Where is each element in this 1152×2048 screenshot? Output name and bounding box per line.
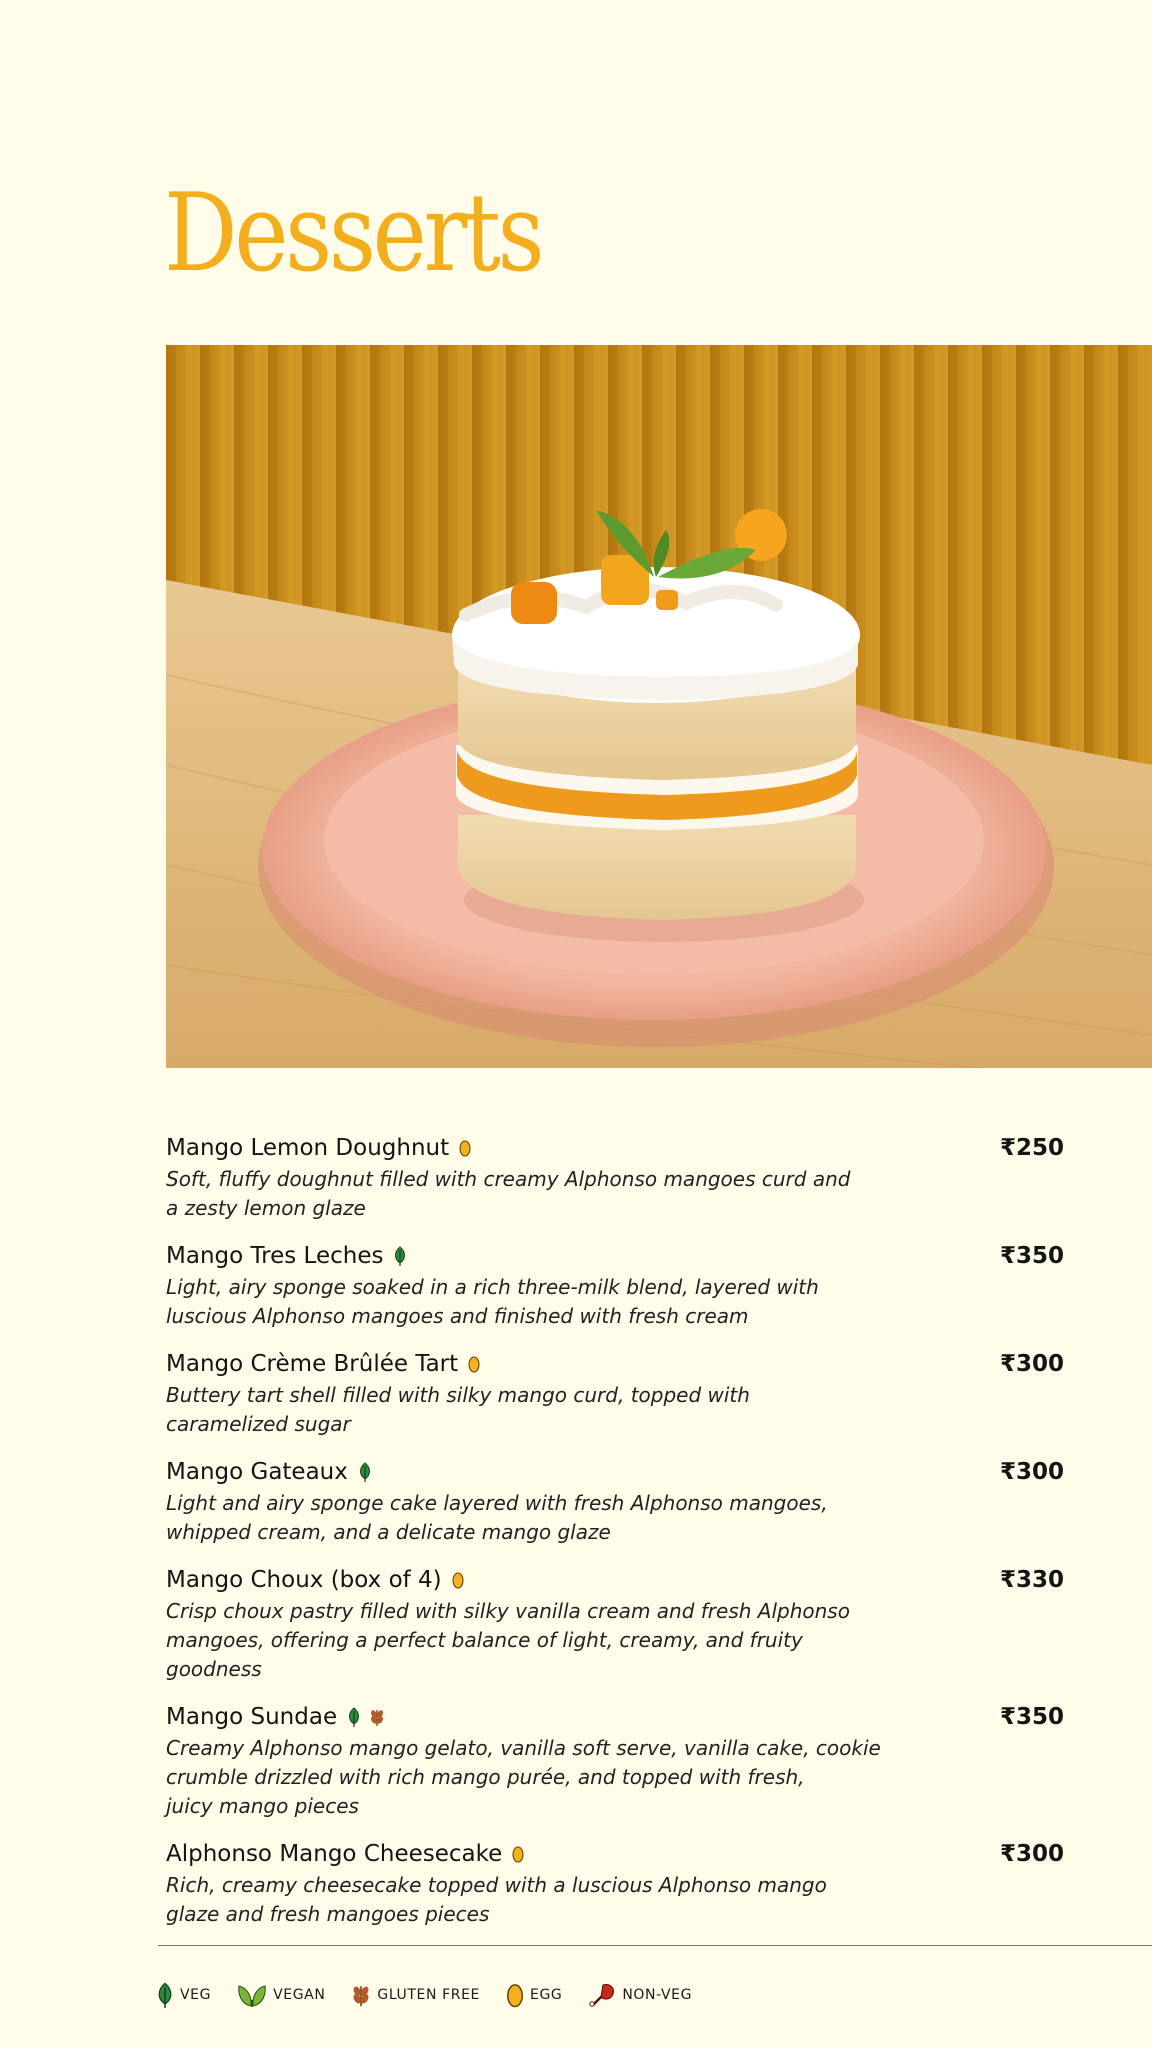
diet-legend [156,1982,692,2008]
menu-item [166,1838,1066,1929]
menu-item [166,1348,1066,1439]
menu-item-price: ₹350 [999,1243,1064,1269]
menu-item-desc-line: a zesty lemon glaze [166,1196,366,1220]
menu-item-desc-line: Buttery tart shell filled with silky mango curd, topped with [166,1383,750,1407]
mango-cake-illustration [166,345,1152,1068]
menu-item-price: ₹350 [999,1704,1064,1730]
veg-leaf-icon [358,1462,372,1482]
legend-label: VEGAN [273,1987,326,2003]
menu-item-desc-line: Rich, creamy cheesecake topped with a luscious Alphonso mango [166,1873,827,1897]
egg-icon [468,1355,480,1373]
legend-item-egg [506,1982,562,2008]
drumstick-icon [588,1982,616,2008]
egg-icon [459,1139,471,1157]
vegan-leaves-icon [237,1982,267,2008]
menu-item-price: ₹300 [999,1459,1064,1485]
legend-label: VEG [180,1987,212,2003]
menu-item-desc-line: Soft, fluffy doughnut filled with creamy Alphonso mangoes curd and [166,1167,851,1191]
menu-item-name: Mango Tres Leches [166,1243,384,1269]
menu-item-name: Alphonso Mango Cheesecake [166,1841,503,1867]
menu-item-price: ₹330 [999,1567,1064,1593]
veg-leaf-icon [156,1982,174,2008]
menu-item-price: ₹300 [999,1351,1064,1377]
menu-item [166,1240,1066,1331]
hero-image [166,345,1152,1068]
menu-item-price: ₹300 [999,1841,1064,1867]
menu-item-desc-line: crumble drizzled with rich mango purée, and topped with fresh, [166,1765,805,1789]
legend-label: GLUTEN FREE [377,1987,480,2003]
menu-list [166,1132,1066,1946]
menu-item [166,1132,1066,1223]
menu-item-desc-line: mangoes, offering a perfect balance of light, creamy, and fruity goodness [166,1628,803,1681]
menu-item [166,1564,1066,1684]
menu-item [166,1701,1066,1821]
menu-item-name: Mango Choux (box of 4) [166,1567,442,1593]
menu-item-desc-line: glaze and fresh mangoes pieces [166,1902,490,1926]
veg-leaf-icon [393,1246,407,1266]
menu-item-name: Mango Gateaux [166,1459,348,1485]
menu-item-name: Mango Lemon Doughnut [166,1135,450,1161]
egg-icon [512,1845,524,1863]
menu-item-name: Mango Crème Brûlée Tart [166,1351,459,1377]
egg-icon [452,1571,464,1589]
menu-item-desc-line: juicy mango pieces [166,1794,359,1818]
menu-item-desc-line: Creamy Alphonso mango gelato, vanilla soft serve, vanilla cake, cookie [166,1736,881,1760]
legend-item-vegan [237,1982,325,2008]
veg-leaf-icon [347,1707,361,1727]
menu-item-desc-line: whipped cream, and a delicate mango glaze [166,1520,611,1544]
legend-item-veg [156,1982,211,2008]
legend-label: NON-VEG [622,1987,693,2003]
footer-divider [158,1945,1152,1946]
legend-label: EGG [530,1987,563,2003]
gluten-free-wheat-icon [369,1707,385,1727]
menu-item-price: ₹250 [999,1135,1064,1161]
gluten-free-wheat-icon [351,1982,371,2008]
legend-item-non-veg [588,1982,692,2008]
menu-item-desc-line: caramelized sugar [166,1412,351,1436]
menu-item-desc-line: Light and airy sponge cake layered with fresh Alphonso mangoes, [166,1491,828,1515]
menu-item-name: Mango Sundae [166,1704,338,1730]
menu-item-desc-line: Light, airy sponge soaked in a rich three-milk blend, layered with [166,1275,819,1299]
page-title: Desserts [164,171,542,296]
menu-item-desc-line: luscious Alphonso mangoes and finished with fresh cream [166,1304,749,1328]
menu-item-desc-line: Crisp choux pastry filled with silky vanilla cream and fresh Alphonso [166,1599,850,1623]
menu-item [166,1456,1066,1547]
legend-item-gluten-free [351,1982,480,2008]
egg-icon [506,1982,524,2008]
